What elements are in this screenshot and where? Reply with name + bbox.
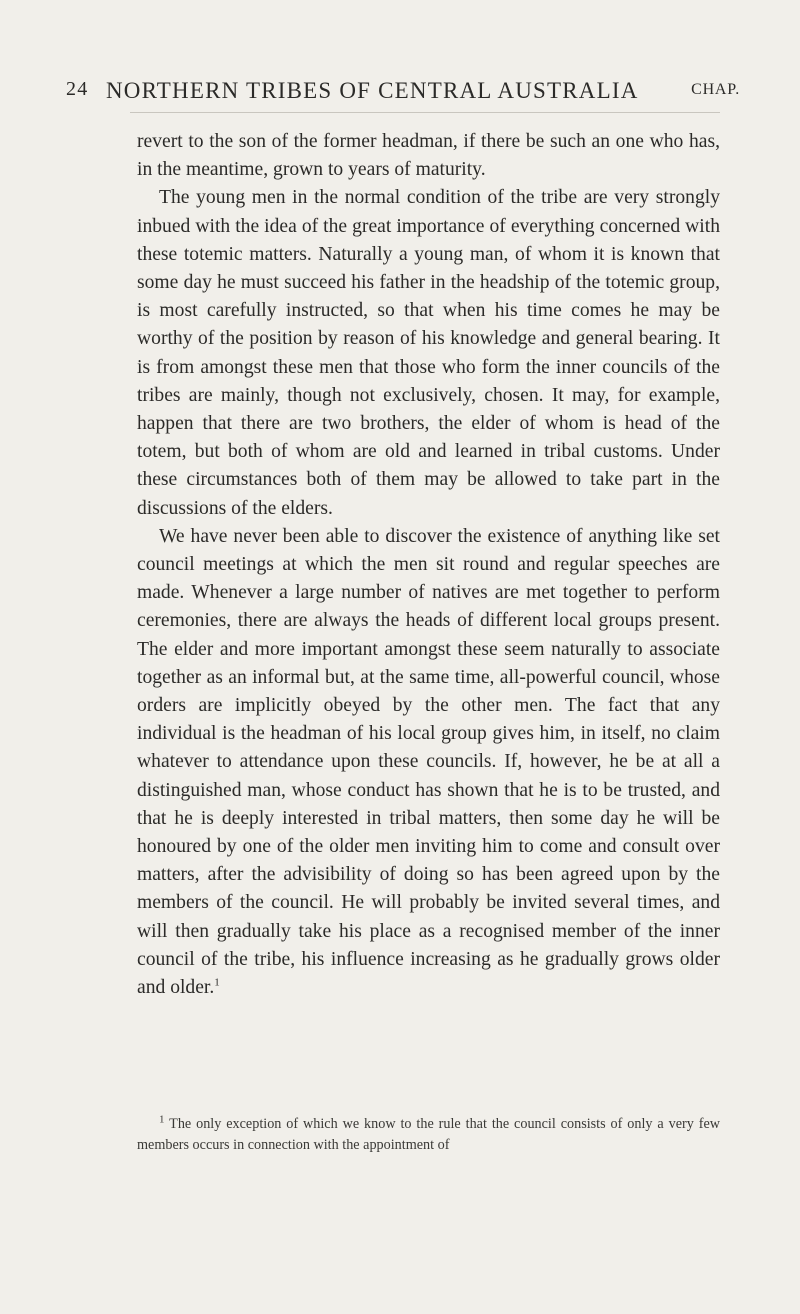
- footnote-reference: 1: [214, 976, 220, 989]
- paragraph-3: [137, 523, 720, 1002]
- footnote-text: The only exception of which we know to the rule that the council consists of only a very few members occurs in connection with the appointment of: [137, 1116, 720, 1153]
- page-number: 24: [66, 78, 89, 100]
- footnote-marker: 1: [159, 1113, 165, 1126]
- paragraph-3-text: We have never been able to discover the existence of anything like set council meetings at which the men sit round and regular speeches are made. Whenever a large number of natives are met together to perform ceremonies, there are always the heads of different local groups present. The elder and more important amongst these seem naturally to associate together as an informal but, at the same time, all-powerful council, whose orders are implicitly obeyed by the other men. The fact that any individual is the headman of his local group gives him, in itself, no claim whatever to attendance upon these councils. If, however, he be at all a distinguished man, whose conduct has shown that he is to be trusted, and that he is deeply interested in tribal matters, then some day he will be honoured by one of the older men inviting him to come and consult over matters, after the advisibility of doing so has been agreed upon by the members of the council. He will probably be invited several times, and will then gradually take his place as a recognised member of the inner council of the tribe, his influence increasing as he gradually grows older and older.: [137, 525, 720, 999]
- chapter-label: CHAP.: [691, 81, 740, 98]
- footnote: [137, 1114, 720, 1156]
- running-header: [66, 78, 740, 108]
- header-rule: [130, 112, 720, 113]
- body-text: [137, 128, 720, 1002]
- paragraph-1: revert to the son of the former headman, if there be such an one who has, in the meantime, grown to years of maturity.: [137, 131, 720, 181]
- paragraph-2: The young men in the normal condition of the tribe are very strongly inbued with the idea of the great importance of everything concerned with these totemic matters. Naturally a young man, of whom it is known that some day he must succeed his father in the headship of the totemic group, is most carefully instructed, so that when his time comes he may be worthy of the position by reason of his knowledge and general bearing. It is from amongst these men that those who form the inner councils of the tribes are mainly, though not exclusively, chosen. It may, for example, happen that there are two brothers, the elder of whom is head of the totem, but both of whom are old and learned in tribal customs. Under these circumstances both of them may be allowed to take part in the discussions of the elders.: [137, 187, 720, 519]
- running-title: NORTHERN TRIBES OF CENTRAL AUSTRALIA: [106, 78, 639, 103]
